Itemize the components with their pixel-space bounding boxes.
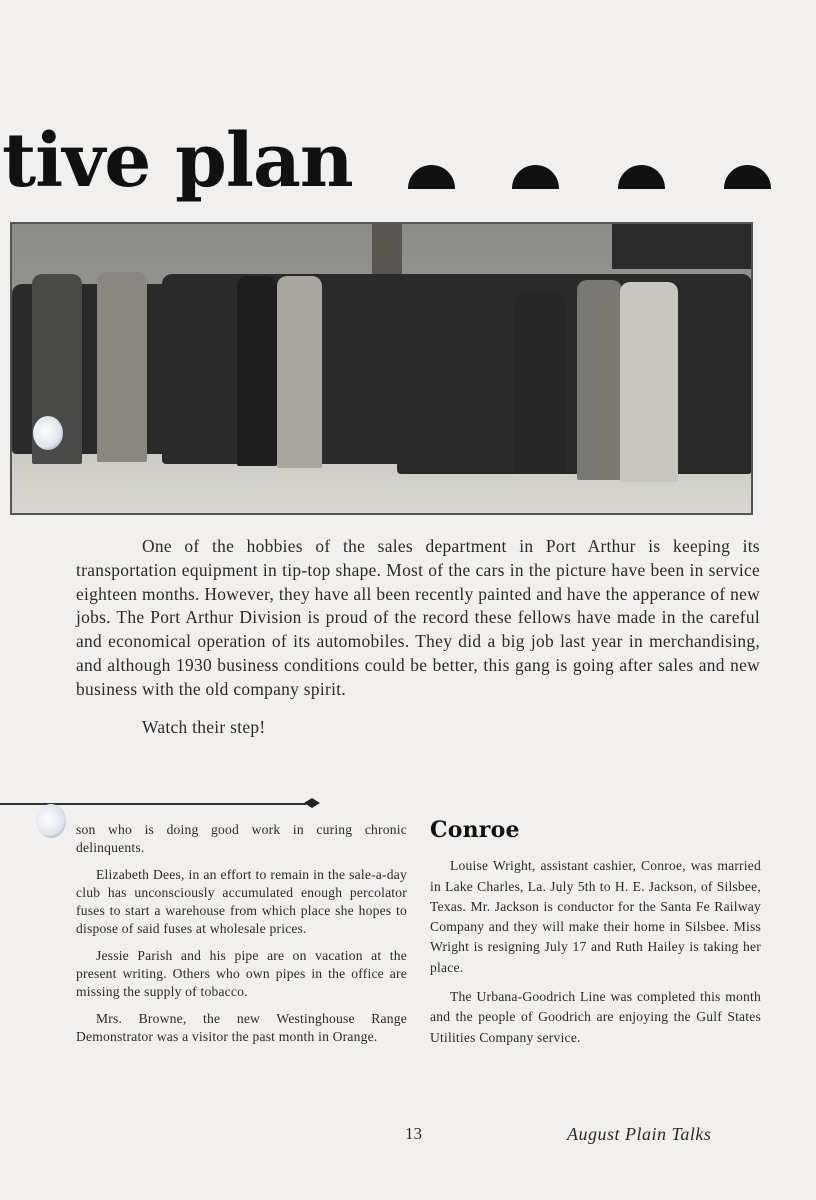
decorative-semicircle bbox=[618, 165, 665, 189]
section-heading: Conroe bbox=[430, 817, 520, 843]
binder-hole bbox=[33, 416, 63, 450]
right-column bbox=[430, 812, 761, 1057]
article-body bbox=[76, 535, 760, 739]
decorative-semicircle bbox=[512, 165, 559, 189]
binder-hole bbox=[36, 804, 66, 838]
column-paragraph: Elizabeth Dees, in an effort to remain in the sale-a-day club has unconsciously accumulated enough percolator fuses to start a warehouse from which place she hopes to dispose of said fuses at wholesale prices. bbox=[76, 867, 407, 936]
column-paragraph: Louise Wright, assistant cashier, Conroe, was married in Lake Charles, La. July 5th to H. E. Jackson, of Silsbee, Texas. Mr. Jackson is conductor for the Santa Fe Railway Company and they will make their home in Silsbee. Miss Wright is resigning July 17 and Ruth Hailey is taking her place. bbox=[430, 858, 761, 975]
photo-salesmen-with-trucks bbox=[10, 222, 753, 515]
left-column bbox=[76, 821, 407, 1055]
publication-name: August Plain Talks bbox=[567, 1124, 712, 1144]
article-paragraph: One of the hobbies of the sales department in Port Arthur is keeping its transportation equipment in tip-top shape. Most of the cars in the picture have been in service eighteen months. However, they have all been recently painted and have the apperance of new jobs. The Port Arthur Division is proud of the record these fellows have made in the careful and economical operation of its automobiles. They did a big job last year in merchandising, and although 1930 business conditions could be better, this gang is going after sales and new business with the old company spirit. bbox=[76, 536, 760, 699]
column-paragraph: Mrs. Browne, the new Westinghouse Range Demonstrator was a visitor the past month in Orange. bbox=[76, 1011, 407, 1044]
column-paragraph: Jessie Parish and his pipe are on vacation at the present writing. Others who own pipes in the office are missing the supply of tobacco. bbox=[76, 948, 407, 999]
article-paragraph: Watch their step! bbox=[142, 716, 266, 737]
diamond-ornament bbox=[304, 798, 320, 808]
column-paragraph: The Urbana-Goodrich Line was completed this month and the people of Goodrich are enjoying the Gulf States Utilities Company service. bbox=[430, 989, 761, 1045]
decorative-semicircle bbox=[724, 165, 771, 189]
page-number: 13 bbox=[405, 1124, 422, 1143]
article-title: tive plan bbox=[2, 118, 353, 204]
column-paragraph: son who is doing good work in curing chronic delinquents. bbox=[76, 822, 407, 855]
decorative-semicircle bbox=[408, 165, 455, 189]
